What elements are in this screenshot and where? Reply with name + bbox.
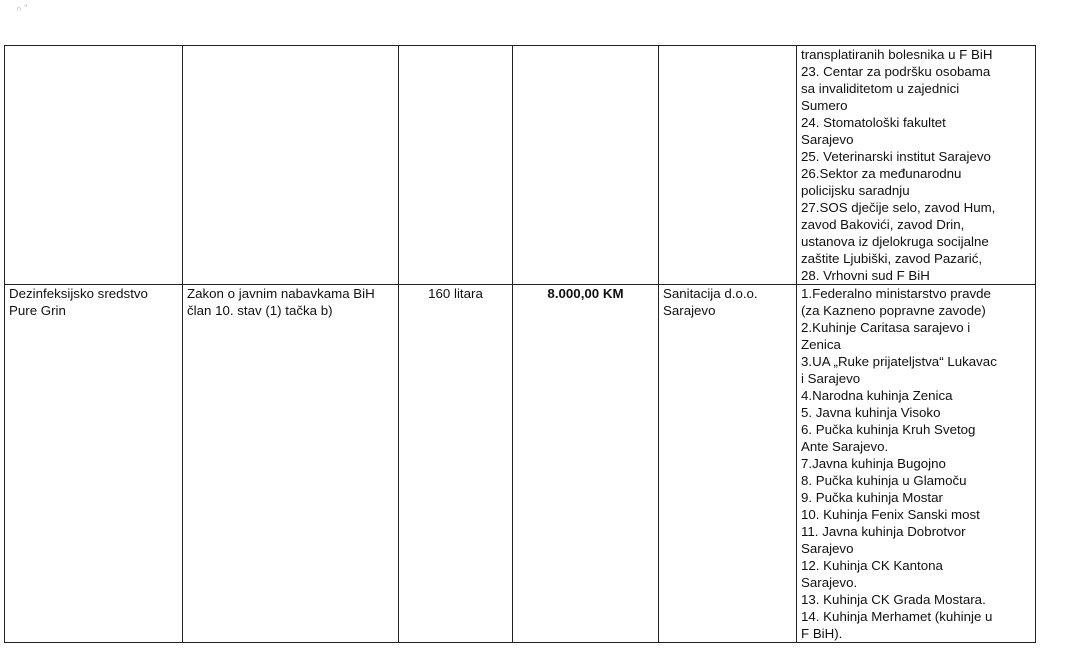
recipient-line: 3.UA „Ruke prijateljstva“ Lukavac — [801, 354, 997, 369]
recipient-line: 11. Javna kuhinja Dobrotvor — [801, 524, 966, 539]
recipient-line: zaštite Ljubiški, zavod Pazarić, — [801, 251, 983, 266]
recipient-line: 4.Narodna kuhinja Zenica — [801, 388, 953, 403]
item-cell — [5, 46, 183, 285]
recipient-line: 8. Pučka kuhinja u Glamoču — [801, 473, 967, 488]
recipient-line: ustanova iz djelokruga socijalne — [801, 234, 989, 249]
quantity-cell — [399, 46, 513, 285]
recipient-line: 23. Centar za podršku osobama — [801, 64, 991, 79]
legal-basis-cell: Zakon o javnim nabavkama BiH član 10. stav (1) tačka b) — [183, 285, 399, 643]
recipient-line: (za Kazneno popravne zavode) — [801, 303, 986, 318]
recipient-line: Sarajevo — [801, 541, 854, 556]
table-row — [5, 46, 1036, 285]
table-row — [5, 285, 1036, 643]
recipient-line: 27.SOS dječije selo, zavod Hum, — [801, 200, 996, 215]
quantity-cell: 160 litara — [399, 285, 513, 643]
procurement-table — [4, 45, 1036, 643]
recipients-cell — [797, 46, 1036, 285]
recipient-line: 14. Kuhinja Merhamet (kuhinje u — [801, 609, 993, 624]
recipient-line: 6. Pučka kuhinja Kruh Svetog — [801, 422, 976, 437]
recipient-line: 24. Stomatološki fakultet — [801, 115, 946, 130]
recipients-cell — [797, 285, 1036, 643]
recipient-line: 9. Pučka kuhinja Mostar — [801, 490, 943, 505]
recipient-line: Zenica — [801, 337, 841, 352]
recipient-line: 10. Kuhinja Fenix Sanski most — [801, 507, 980, 522]
recipient-line: 5. Javna kuhinja Visoko — [801, 405, 941, 420]
supplier-cell: Sanitacija d.o.o. Sarajevo — [659, 285, 797, 643]
recipient-line: i Sarajevo — [801, 371, 861, 386]
recipient-line: Sarajevo. — [801, 575, 858, 590]
recipient-line: 26.Sektor za međunarodnu — [801, 166, 962, 181]
recipient-line: transplatiranih bolesnika u F BiH — [801, 47, 993, 62]
recipient-line: Ante Sarajevo. — [801, 439, 889, 454]
recipient-line: zavod Bakovići, zavod Drin, — [801, 217, 965, 232]
recipient-line: 7.Javna kuhinja Bugojno — [801, 456, 946, 471]
item-cell: Dezinfeksijsko sredstvo Pure Grin — [5, 285, 183, 643]
recipient-line: Sumero — [801, 98, 848, 113]
page-mark: ∩ ʼʼ — [16, 4, 28, 13]
recipient-line: F BiH). — [801, 626, 843, 641]
recipient-line: 25. Veterinarski institut Sarajevo — [801, 149, 991, 164]
recipient-line: policijsku saradnju — [801, 183, 910, 198]
value-cell — [513, 46, 659, 285]
value-cell: 8.000,00 KM — [513, 285, 659, 643]
recipient-line: sa invaliditetom u zajednici — [801, 81, 960, 96]
legal-basis-cell — [183, 46, 399, 285]
recipient-line: 1.Federalno ministarstvo pravde — [801, 286, 991, 301]
recipient-line: 28. Vrhovni sud F BiH — [801, 268, 930, 283]
supplier-cell — [659, 46, 797, 285]
recipient-line: 13. Kuhinja CK Grada Mostara. — [801, 592, 986, 607]
recipient-line: 12. Kuhinja CK Kantona — [801, 558, 943, 573]
recipient-line: Sarajevo — [801, 132, 854, 147]
recipient-line: 2.Kuhinje Caritasa sarajevo i — [801, 320, 971, 335]
